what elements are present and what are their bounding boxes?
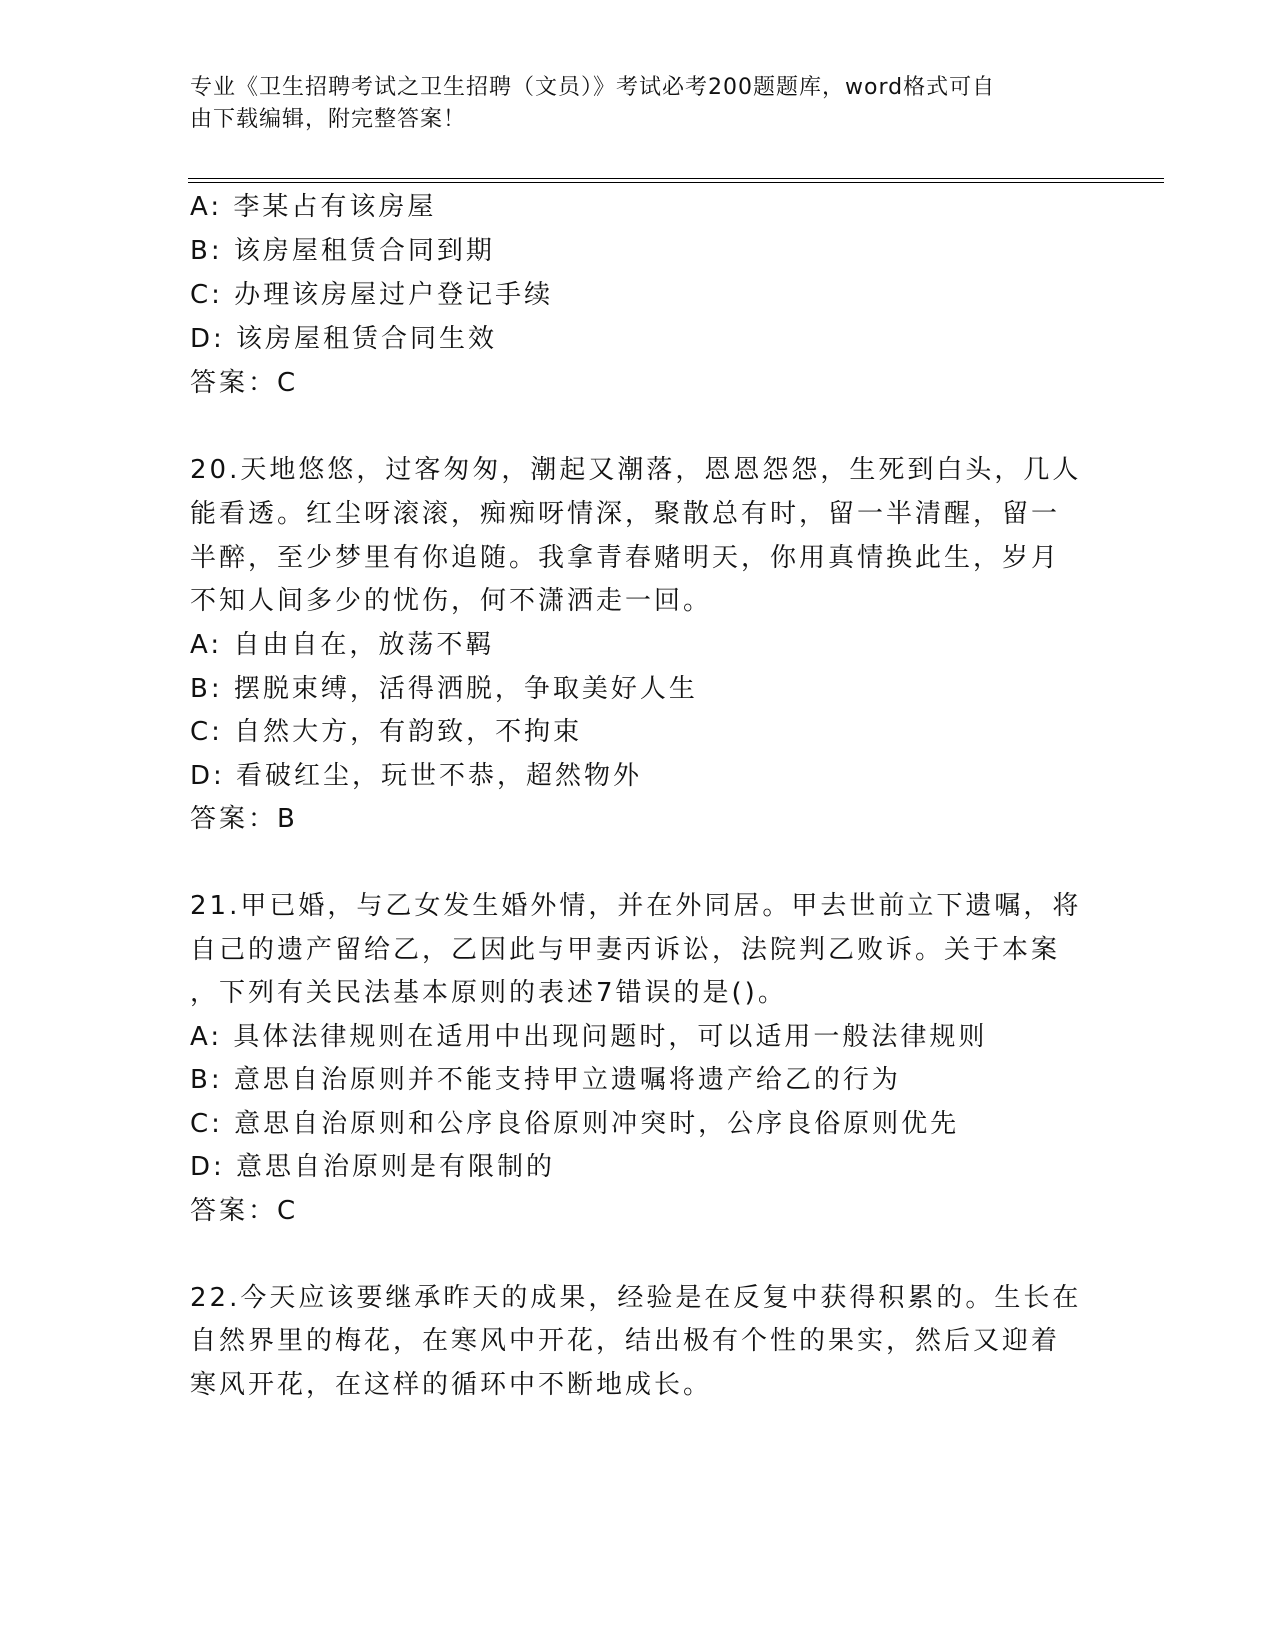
document-header bbox=[190, 72, 1090, 136]
option-c: C: 办理该房屋过户登记手续 bbox=[190, 280, 554, 310]
option-d: D: 意思自治原则是有限制的 bbox=[190, 1152, 556, 1182]
header-line-1: 专业《卫生招聘考试之卫生招聘（文员）》考试必考200题题库，word格式可自 bbox=[190, 75, 996, 100]
question-stem-line: 半醉，至少梦里有你追随。我拿青春赌明天，你用真情换此生，岁月 bbox=[190, 543, 1061, 573]
question-stem-line: 自然界里的梅花，在寒风中开花，结出极有个性的果实，然后又迎着 bbox=[190, 1326, 1061, 1356]
answer: 答案：C bbox=[190, 1196, 299, 1226]
question-stem-line: 能看透。红尘呀滚滚，痴痴呀情深，聚散总有时，留一半清醒，留一 bbox=[190, 499, 1061, 529]
option-d: D: 该房屋租赁合同生效 bbox=[190, 324, 498, 354]
option-d: D: 看破红尘，玩世不恭，超然物外 bbox=[190, 761, 643, 791]
option-b: B: 意思自治原则并不能支持甲立遗嘱将遗产给乙的行为 bbox=[190, 1065, 901, 1095]
question-stem-line: 22.今天应该要继承昨天的成果，经验是在反复中获得积累的。生长在 bbox=[190, 1283, 1082, 1313]
option-c: C: 自然大方，有韵致，不拘束 bbox=[190, 717, 583, 747]
header-divider-top bbox=[188, 178, 1164, 179]
option-c: C: 意思自治原则和公序良俗原则冲突时，公序良俗原则优先 bbox=[190, 1109, 960, 1139]
question-stem-line: 寒风开花，在这样的循环中不断地成长。 bbox=[190, 1370, 713, 1400]
header-divider-bottom bbox=[188, 182, 1164, 183]
option-b: B: 该房屋租赁合同到期 bbox=[190, 236, 495, 266]
question-stem-line: 不知人间多少的忧伤，何不潇洒走一回。 bbox=[190, 586, 713, 616]
question-stem-line: 21.甲已婚，与乙女发生婚外情，并在外同居。甲去世前立下遗嘱，将 bbox=[190, 891, 1082, 921]
question-stem-line: 20.天地悠悠，过客匆匆，潮起又潮落，恩恩怨怨，生死到白头，几人 bbox=[190, 455, 1082, 485]
option-a: A: 自由自在，放荡不羁 bbox=[190, 630, 495, 660]
header-line-2: 由下载编辑，附完整答案！ bbox=[190, 107, 467, 132]
option-a: A: 李某占有该房屋 bbox=[190, 192, 437, 222]
answer: 答案：B bbox=[190, 804, 298, 834]
question-stem-line: ，下列有关民法基本原则的表述7错误的是()。 bbox=[190, 978, 787, 1008]
answer: 答案：C bbox=[190, 368, 299, 398]
option-b: B: 摆脱束缚，活得洒脱，争取美好人生 bbox=[190, 674, 698, 704]
option-a: A: 具体法律规则在适用中出现问题时，可以适用一般法律规则 bbox=[190, 1022, 988, 1052]
question-stem-line: 自己的遗产留给乙，乙因此与甲妻丙诉讼，法院判乙败诉。关于本案 bbox=[190, 935, 1061, 965]
